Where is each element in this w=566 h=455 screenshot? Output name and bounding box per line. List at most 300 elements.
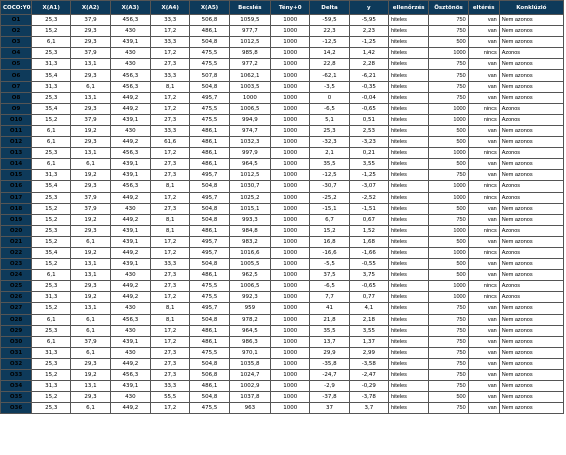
row-id-cell[interactable]: O8 xyxy=(1,92,32,103)
row-id-cell[interactable]: O32 xyxy=(1,358,32,369)
becsles-cell[interactable]: 997,9 xyxy=(229,148,270,159)
konkluzio-cell[interactable]: Azonos xyxy=(499,103,563,114)
becsles-cell[interactable]: 1002,9 xyxy=(229,381,270,392)
osztonos-cell[interactable]: 1000 xyxy=(429,292,468,303)
y-cell[interactable]: -3,58 xyxy=(349,358,388,369)
konkluzio-cell[interactable]: Nem azonos xyxy=(499,336,563,347)
teny-cell[interactable]: 1000 xyxy=(271,325,310,336)
header-teny[interactable]: Tény+0 xyxy=(271,1,310,15)
teny-cell[interactable]: 1000 xyxy=(271,259,310,270)
elteres-cell[interactable]: nincs xyxy=(468,225,499,236)
x-a3-cell[interactable]: 456,3 xyxy=(110,181,150,192)
x-a5-cell[interactable]: 504,8 xyxy=(190,358,229,369)
y-cell[interactable]: 0,21 xyxy=(349,148,388,159)
x-a4-cell[interactable]: 17,2 xyxy=(151,236,190,247)
becsles-cell[interactable]: 1024,7 xyxy=(229,370,270,381)
elteres-cell[interactable]: van xyxy=(468,370,499,381)
x-a4-cell[interactable]: 27,3 xyxy=(151,270,190,281)
x-a1-cell[interactable]: 6,1 xyxy=(32,336,71,347)
osztonos-cell[interactable]: 750 xyxy=(429,92,468,103)
y-cell[interactable]: -1,51 xyxy=(349,203,388,214)
x-a5-cell[interactable]: 475,5 xyxy=(190,59,229,70)
ellenorzes-cell[interactable]: hiteles xyxy=(388,225,428,236)
konkluzio-cell[interactable]: Nem azonos xyxy=(499,370,563,381)
y-cell[interactable]: -0,65 xyxy=(349,281,388,292)
y-cell[interactable]: -1,25 xyxy=(349,170,388,181)
becsles-cell[interactable]: 962,5 xyxy=(229,270,270,281)
x-a5-cell[interactable]: 504,8 xyxy=(190,392,229,403)
osztonos-cell[interactable]: 750 xyxy=(429,59,468,70)
elteres-cell[interactable]: van xyxy=(468,236,499,247)
becsles-cell[interactable]: 1015,1 xyxy=(229,203,270,214)
x-a3-cell[interactable]: 449,2 xyxy=(110,214,150,225)
x-a3-cell[interactable]: 439,1 xyxy=(110,170,150,181)
ellenorzes-cell[interactable]: hiteles xyxy=(388,325,428,336)
delta-cell[interactable]: -5,5 xyxy=(310,259,349,270)
x-a1-cell[interactable]: 6,1 xyxy=(32,314,71,325)
x-a1-cell[interactable]: 15,2 xyxy=(32,214,71,225)
ellenorzes-cell[interactable]: hiteles xyxy=(388,48,428,59)
x-a2-cell[interactable]: 6,1 xyxy=(71,236,110,247)
row-id-cell[interactable]: O15 xyxy=(1,170,32,181)
x-a4-cell[interactable]: 17,2 xyxy=(151,336,190,347)
x-a3-cell[interactable]: 449,2 xyxy=(110,92,150,103)
x-a1-cell[interactable]: 31,3 xyxy=(32,81,71,92)
becsles-cell[interactable]: 970,1 xyxy=(229,347,270,358)
x-a4-cell[interactable]: 33,3 xyxy=(151,259,190,270)
row-id-cell[interactable]: O34 xyxy=(1,381,32,392)
x-a1-cell[interactable]: 25,3 xyxy=(32,15,71,26)
osztonos-cell[interactable]: 500 xyxy=(429,203,468,214)
x-a3-cell[interactable]: 449,2 xyxy=(110,192,150,203)
x-a1-cell[interactable]: 31,3 xyxy=(32,381,71,392)
x-a5-cell[interactable]: 504,8 xyxy=(190,181,229,192)
teny-cell[interactable]: 1000 xyxy=(271,203,310,214)
x-a5-cell[interactable]: 486,1 xyxy=(190,125,229,136)
konkluzio-cell[interactable]: Azonos xyxy=(499,48,563,59)
becsles-cell[interactable]: 1025,2 xyxy=(229,192,270,203)
konkluzio-cell[interactable]: Azonos xyxy=(499,281,563,292)
ellenorzes-cell[interactable]: hiteles xyxy=(388,347,428,358)
y-cell[interactable]: 3,55 xyxy=(349,159,388,170)
row-id-cell[interactable]: O35 xyxy=(1,392,32,403)
konkluzio-cell[interactable]: Nem azonos xyxy=(499,214,563,225)
konkluzio-cell[interactable]: Nem azonos xyxy=(499,125,563,136)
osztonos-cell[interactable]: 500 xyxy=(429,159,468,170)
ellenorzes-cell[interactable]: hiteles xyxy=(388,303,428,314)
delta-cell[interactable]: 35,5 xyxy=(310,325,349,336)
konkluzio-cell[interactable]: Nem azonos xyxy=(499,137,563,148)
row-id-cell[interactable]: O16 xyxy=(1,181,32,192)
header-becsles[interactable]: Becslés xyxy=(229,1,270,15)
elteres-cell[interactable]: van xyxy=(468,347,499,358)
x-a5-cell[interactable]: 504,8 xyxy=(190,259,229,270)
elteres-cell[interactable]: nincs xyxy=(468,148,499,159)
delta-cell[interactable]: 15,2 xyxy=(310,225,349,236)
x-a1-cell[interactable]: 35,4 xyxy=(32,181,71,192)
ellenorzes-cell[interactable]: hiteles xyxy=(388,270,428,281)
ellenorzes-cell[interactable]: hiteles xyxy=(388,247,428,258)
ellenorzes-cell[interactable]: hiteles xyxy=(388,259,428,270)
y-cell[interactable]: 3,75 xyxy=(349,270,388,281)
x-a2-cell[interactable]: 29,3 xyxy=(71,137,110,148)
x-a1-cell[interactable]: 25,3 xyxy=(32,358,71,369)
becsles-cell[interactable]: 985,8 xyxy=(229,48,270,59)
teny-cell[interactable]: 1000 xyxy=(271,70,310,81)
row-id-cell[interactable]: O30 xyxy=(1,336,32,347)
y-cell[interactable]: 2,99 xyxy=(349,347,388,358)
y-cell[interactable]: -0,55 xyxy=(349,259,388,270)
becsles-cell[interactable]: 1016,6 xyxy=(229,247,270,258)
delta-cell[interactable]: 37 xyxy=(310,403,349,414)
x-a5-cell[interactable]: 495,7 xyxy=(190,247,229,258)
x-a1-cell[interactable]: 15,2 xyxy=(32,392,71,403)
becsles-cell[interactable]: 978,2 xyxy=(229,314,270,325)
konkluzio-cell[interactable]: Azonos xyxy=(499,114,563,125)
delta-cell[interactable]: 35,5 xyxy=(310,159,349,170)
x-a5-cell[interactable]: 504,8 xyxy=(190,37,229,48)
osztonos-cell[interactable]: 750 xyxy=(429,26,468,37)
ellenorzes-cell[interactable]: hiteles xyxy=(388,159,428,170)
ellenorzes-cell[interactable]: hiteles xyxy=(388,292,428,303)
x-a3-cell[interactable]: 430 xyxy=(110,392,150,403)
x-a3-cell[interactable]: 430 xyxy=(110,125,150,136)
x-a1-cell[interactable]: 31,3 xyxy=(32,59,71,70)
delta-cell[interactable]: 13,7 xyxy=(310,336,349,347)
osztonos-cell[interactable]: 750 xyxy=(429,303,468,314)
delta-cell[interactable]: -2,9 xyxy=(310,381,349,392)
x-a4-cell[interactable]: 27,3 xyxy=(151,159,190,170)
osztonos-cell[interactable]: 1000 xyxy=(429,114,468,125)
row-id-cell[interactable]: O18 xyxy=(1,203,32,214)
x-a3-cell[interactable]: 430 xyxy=(110,59,150,70)
x-a1-cell[interactable]: 6,1 xyxy=(32,137,71,148)
konkluzio-cell[interactable]: Nem azonos xyxy=(499,303,563,314)
x-a3-cell[interactable]: 456,3 xyxy=(110,314,150,325)
becsles-cell[interactable]: 1012,5 xyxy=(229,170,270,181)
x-a1-cell[interactable]: 15,2 xyxy=(32,236,71,247)
y-cell[interactable]: -3,78 xyxy=(349,392,388,403)
becsles-cell[interactable]: 964,5 xyxy=(229,325,270,336)
osztonos-cell[interactable]: 750 xyxy=(429,314,468,325)
delta-cell[interactable]: 2,1 xyxy=(310,148,349,159)
becsles-cell[interactable]: 963 xyxy=(229,403,270,414)
osztonos-cell[interactable]: 500 xyxy=(429,270,468,281)
osztonos-cell[interactable]: 1000 xyxy=(429,192,468,203)
x-a2-cell[interactable]: 6,1 xyxy=(71,81,110,92)
x-a4-cell[interactable]: 8,1 xyxy=(151,181,190,192)
elteres-cell[interactable]: van xyxy=(468,303,499,314)
konkluzio-cell[interactable]: Nem azonos xyxy=(499,70,563,81)
teny-cell[interactable]: 1000 xyxy=(271,236,310,247)
x-a3-cell[interactable]: 430 xyxy=(110,270,150,281)
osztonos-cell[interactable]: 750 xyxy=(429,170,468,181)
y-cell[interactable]: -6,21 xyxy=(349,70,388,81)
elteres-cell[interactable]: van xyxy=(468,125,499,136)
x-a1-cell[interactable]: 31,3 xyxy=(32,292,71,303)
elteres-cell[interactable]: van xyxy=(468,170,499,181)
x-a5-cell[interactable]: 486,1 xyxy=(190,159,229,170)
osztonos-cell[interactable]: 750 xyxy=(429,81,468,92)
delta-cell[interactable]: -24,7 xyxy=(310,370,349,381)
becsles-cell[interactable]: 1006,5 xyxy=(229,281,270,292)
x-a4-cell[interactable]: 17,2 xyxy=(151,48,190,59)
osztonos-cell[interactable]: 1000 xyxy=(429,148,468,159)
becsles-cell[interactable]: 1030,7 xyxy=(229,181,270,192)
x-a3-cell[interactable]: 456,3 xyxy=(110,148,150,159)
header-x-a3[interactable]: X(A3) xyxy=(110,1,150,15)
konkluzio-cell[interactable]: Nem azonos xyxy=(499,59,563,70)
x-a3-cell[interactable]: 449,2 xyxy=(110,137,150,148)
row-id-cell[interactable]: O2 xyxy=(1,26,32,37)
x-a2-cell[interactable]: 29,3 xyxy=(71,26,110,37)
delta-cell[interactable]: -6,5 xyxy=(310,281,349,292)
elteres-cell[interactable]: van xyxy=(468,336,499,347)
x-a2-cell[interactable]: 29,3 xyxy=(71,181,110,192)
x-a4-cell[interactable]: 27,3 xyxy=(151,358,190,369)
x-a4-cell[interactable]: 17,2 xyxy=(151,148,190,159)
konkluzio-cell[interactable]: Nem azonos xyxy=(499,325,563,336)
x-a1-cell[interactable]: 25,3 xyxy=(32,225,71,236)
becsles-cell[interactable]: 992,3 xyxy=(229,292,270,303)
osztonos-cell[interactable]: 750 xyxy=(429,358,468,369)
delta-cell[interactable]: -12,5 xyxy=(310,170,349,181)
x-a2-cell[interactable]: 19,2 xyxy=(71,214,110,225)
konkluzio-cell[interactable]: Nem azonos xyxy=(499,15,563,26)
x-a2-cell[interactable]: 37,9 xyxy=(71,336,110,347)
delta-cell[interactable]: 25,3 xyxy=(310,125,349,136)
x-a3-cell[interactable]: 449,2 xyxy=(110,281,150,292)
x-a4-cell[interactable]: 33,3 xyxy=(151,70,190,81)
teny-cell[interactable]: 1000 xyxy=(271,214,310,225)
header-konkluzio[interactable]: Konklúzió xyxy=(499,1,563,15)
y-cell[interactable]: 2,28 xyxy=(349,59,388,70)
konkluzio-cell[interactable]: Azonos xyxy=(499,181,563,192)
x-a2-cell[interactable]: 37,9 xyxy=(71,48,110,59)
teny-cell[interactable]: 1000 xyxy=(271,370,310,381)
row-id-cell[interactable]: O21 xyxy=(1,236,32,247)
y-cell[interactable]: -0,35 xyxy=(349,81,388,92)
y-cell[interactable]: -0,29 xyxy=(349,381,388,392)
elteres-cell[interactable]: van xyxy=(468,15,499,26)
x-a5-cell[interactable]: 486,1 xyxy=(190,137,229,148)
ellenorzes-cell[interactable]: hiteles xyxy=(388,70,428,81)
ellenorzes-cell[interactable]: hiteles xyxy=(388,37,428,48)
teny-cell[interactable]: 1000 xyxy=(271,92,310,103)
osztonos-cell[interactable]: 750 xyxy=(429,70,468,81)
x-a5-cell[interactable]: 495,7 xyxy=(190,236,229,247)
x-a2-cell[interactable]: 37,9 xyxy=(71,203,110,214)
konkluzio-cell[interactable]: Azonos xyxy=(499,192,563,203)
row-id-cell[interactable]: O3 xyxy=(1,37,32,48)
x-a3-cell[interactable]: 430 xyxy=(110,303,150,314)
delta-cell[interactable]: -62,1 xyxy=(310,70,349,81)
becsles-cell[interactable]: 959 xyxy=(229,303,270,314)
teny-cell[interactable]: 1000 xyxy=(271,137,310,148)
x-a5-cell[interactable]: 486,1 xyxy=(190,270,229,281)
x-a3-cell[interactable]: 439,1 xyxy=(110,236,150,247)
konkluzio-cell[interactable]: Nem azonos xyxy=(499,92,563,103)
x-a1-cell[interactable]: 15,2 xyxy=(32,303,71,314)
x-a2-cell[interactable]: 19,2 xyxy=(71,370,110,381)
elteres-cell[interactable]: van xyxy=(468,381,499,392)
x-a2-cell[interactable]: 6,1 xyxy=(71,347,110,358)
x-a4-cell[interactable]: 33,3 xyxy=(151,15,190,26)
delta-cell[interactable]: -6,5 xyxy=(310,103,349,114)
osztonos-cell[interactable]: 750 xyxy=(429,347,468,358)
ellenorzes-cell[interactable]: hiteles xyxy=(388,114,428,125)
konkluzio-cell[interactable]: Nem azonos xyxy=(499,37,563,48)
header-x-a5[interactable]: X(A5) xyxy=(190,1,229,15)
konkluzio-cell[interactable]: Nem azonos xyxy=(499,159,563,170)
x-a2-cell[interactable]: 37,9 xyxy=(71,15,110,26)
row-id-cell[interactable]: O14 xyxy=(1,159,32,170)
row-id-cell[interactable]: O24 xyxy=(1,270,32,281)
teny-cell[interactable]: 1000 xyxy=(271,59,310,70)
row-id-cell[interactable]: O20 xyxy=(1,225,32,236)
ellenorzes-cell[interactable]: hiteles xyxy=(388,236,428,247)
y-cell[interactable]: 1,42 xyxy=(349,48,388,59)
teny-cell[interactable]: 1000 xyxy=(271,26,310,37)
row-id-cell[interactable]: O28 xyxy=(1,314,32,325)
x-a4-cell[interactable]: 33,3 xyxy=(151,37,190,48)
x-a1-cell[interactable]: 15,2 xyxy=(32,259,71,270)
x-a4-cell[interactable]: 27,3 xyxy=(151,114,190,125)
konkluzio-cell[interactable]: Nem azonos xyxy=(499,26,563,37)
header-y[interactable]: y xyxy=(349,1,388,15)
elteres-cell[interactable]: van xyxy=(468,26,499,37)
osztonos-cell[interactable]: 750 xyxy=(429,336,468,347)
teny-cell[interactable]: 1000 xyxy=(271,314,310,325)
elteres-cell[interactable]: nincs xyxy=(468,48,499,59)
osztonos-cell[interactable]: 500 xyxy=(429,236,468,247)
x-a5-cell[interactable]: 486,1 xyxy=(190,336,229,347)
x-a5-cell[interactable]: 475,5 xyxy=(190,48,229,59)
x-a5-cell[interactable]: 475,5 xyxy=(190,281,229,292)
teny-cell[interactable]: 1000 xyxy=(271,81,310,92)
x-a1-cell[interactable]: 6,1 xyxy=(32,159,71,170)
becsles-cell[interactable]: 1032,3 xyxy=(229,137,270,148)
x-a2-cell[interactable]: 19,2 xyxy=(71,170,110,181)
row-id-cell[interactable]: O1 xyxy=(1,15,32,26)
row-id-cell[interactable]: O6 xyxy=(1,70,32,81)
x-a2-cell[interactable]: 6,1 xyxy=(71,159,110,170)
y-cell[interactable]: 0,51 xyxy=(349,114,388,125)
delta-cell[interactable]: 16,8 xyxy=(310,236,349,247)
row-id-cell[interactable]: O5 xyxy=(1,59,32,70)
y-cell[interactable]: 1,37 xyxy=(349,336,388,347)
delta-cell[interactable]: 29,9 xyxy=(310,347,349,358)
x-a3-cell[interactable]: 439,1 xyxy=(110,114,150,125)
x-a5-cell[interactable]: 506,8 xyxy=(190,370,229,381)
x-a5-cell[interactable]: 475,5 xyxy=(190,114,229,125)
osztonos-cell[interactable]: 1000 xyxy=(429,103,468,114)
x-a4-cell[interactable]: 8,1 xyxy=(151,225,190,236)
elteres-cell[interactable]: nincs xyxy=(468,281,499,292)
konkluzio-cell[interactable]: Azonos xyxy=(499,148,563,159)
y-cell[interactable]: -1,66 xyxy=(349,247,388,258)
osztonos-cell[interactable]: 500 xyxy=(429,137,468,148)
x-a1-cell[interactable]: 15,2 xyxy=(32,370,71,381)
header-object[interactable]: COCO:Y0 xyxy=(1,1,32,15)
x-a2-cell[interactable]: 13,1 xyxy=(71,259,110,270)
osztonos-cell[interactable]: 1000 xyxy=(429,181,468,192)
x-a3-cell[interactable]: 439,1 xyxy=(110,159,150,170)
delta-cell[interactable]: 0 xyxy=(310,92,349,103)
x-a2-cell[interactable]: 13,1 xyxy=(71,92,110,103)
teny-cell[interactable]: 1000 xyxy=(271,148,310,159)
konkluzio-cell[interactable]: Nem azonos xyxy=(499,381,563,392)
elteres-cell[interactable]: van xyxy=(468,159,499,170)
teny-cell[interactable]: 1000 xyxy=(271,392,310,403)
becsles-cell[interactable]: 977,2 xyxy=(229,59,270,70)
elteres-cell[interactable]: nincs xyxy=(468,192,499,203)
x-a2-cell[interactable]: 29,3 xyxy=(71,103,110,114)
delta-cell[interactable]: 37,5 xyxy=(310,270,349,281)
konkluzio-cell[interactable]: Nem azonos xyxy=(499,403,563,414)
x-a1-cell[interactable]: 35,4 xyxy=(32,103,71,114)
x-a4-cell[interactable]: 17,2 xyxy=(151,92,190,103)
y-cell[interactable]: -0,04 xyxy=(349,92,388,103)
x-a4-cell[interactable]: 27,3 xyxy=(151,281,190,292)
teny-cell[interactable]: 1000 xyxy=(271,303,310,314)
x-a4-cell[interactable]: 33,3 xyxy=(151,381,190,392)
delta-cell[interactable]: -37,8 xyxy=(310,392,349,403)
osztonos-cell[interactable]: 1000 xyxy=(429,247,468,258)
x-a4-cell[interactable]: 27,3 xyxy=(151,170,190,181)
becsles-cell[interactable]: 1005,5 xyxy=(229,259,270,270)
becsles-cell[interactable]: 1012,5 xyxy=(229,37,270,48)
x-a5-cell[interactable]: 495,7 xyxy=(190,192,229,203)
x-a4-cell[interactable]: 27,3 xyxy=(151,347,190,358)
becsles-cell[interactable]: 994,9 xyxy=(229,114,270,125)
row-id-cell[interactable]: O31 xyxy=(1,347,32,358)
x-a3-cell[interactable]: 449,2 xyxy=(110,103,150,114)
teny-cell[interactable]: 1000 xyxy=(271,181,310,192)
teny-cell[interactable]: 1000 xyxy=(271,103,310,114)
osztonos-cell[interactable]: 750 xyxy=(429,325,468,336)
x-a3-cell[interactable]: 430 xyxy=(110,325,150,336)
x-a2-cell[interactable]: 37,9 xyxy=(71,114,110,125)
elteres-cell[interactable]: van xyxy=(468,59,499,70)
x-a1-cell[interactable]: 25,3 xyxy=(32,48,71,59)
ellenorzes-cell[interactable]: hiteles xyxy=(388,92,428,103)
y-cell[interactable]: 1,68 xyxy=(349,236,388,247)
x-a2-cell[interactable]: 13,1 xyxy=(71,270,110,281)
x-a2-cell[interactable]: 19,2 xyxy=(71,125,110,136)
x-a4-cell[interactable]: 8,1 xyxy=(151,214,190,225)
x-a5-cell[interactable]: 507,8 xyxy=(190,70,229,81)
x-a3-cell[interactable]: 456,3 xyxy=(110,370,150,381)
ellenorzes-cell[interactable]: hiteles xyxy=(388,403,428,414)
ellenorzes-cell[interactable]: hiteles xyxy=(388,214,428,225)
row-id-cell[interactable]: O4 xyxy=(1,48,32,59)
x-a5-cell[interactable]: 495,7 xyxy=(190,170,229,181)
x-a1-cell[interactable]: 6,1 xyxy=(32,270,71,281)
x-a5-cell[interactable]: 475,5 xyxy=(190,403,229,414)
y-cell[interactable]: 2,18 xyxy=(349,314,388,325)
becsles-cell[interactable]: 1035,8 xyxy=(229,358,270,369)
elteres-cell[interactable]: van xyxy=(468,92,499,103)
row-id-cell[interactable]: O33 xyxy=(1,370,32,381)
header-elteres[interactable]: eltérés xyxy=(468,1,499,15)
elteres-cell[interactable]: van xyxy=(468,270,499,281)
teny-cell[interactable]: 1000 xyxy=(271,247,310,258)
x-a4-cell[interactable]: 55,5 xyxy=(151,392,190,403)
x-a3-cell[interactable]: 439,1 xyxy=(110,225,150,236)
osztonos-cell[interactable]: 750 xyxy=(429,403,468,414)
osztonos-cell[interactable]: 500 xyxy=(429,392,468,403)
